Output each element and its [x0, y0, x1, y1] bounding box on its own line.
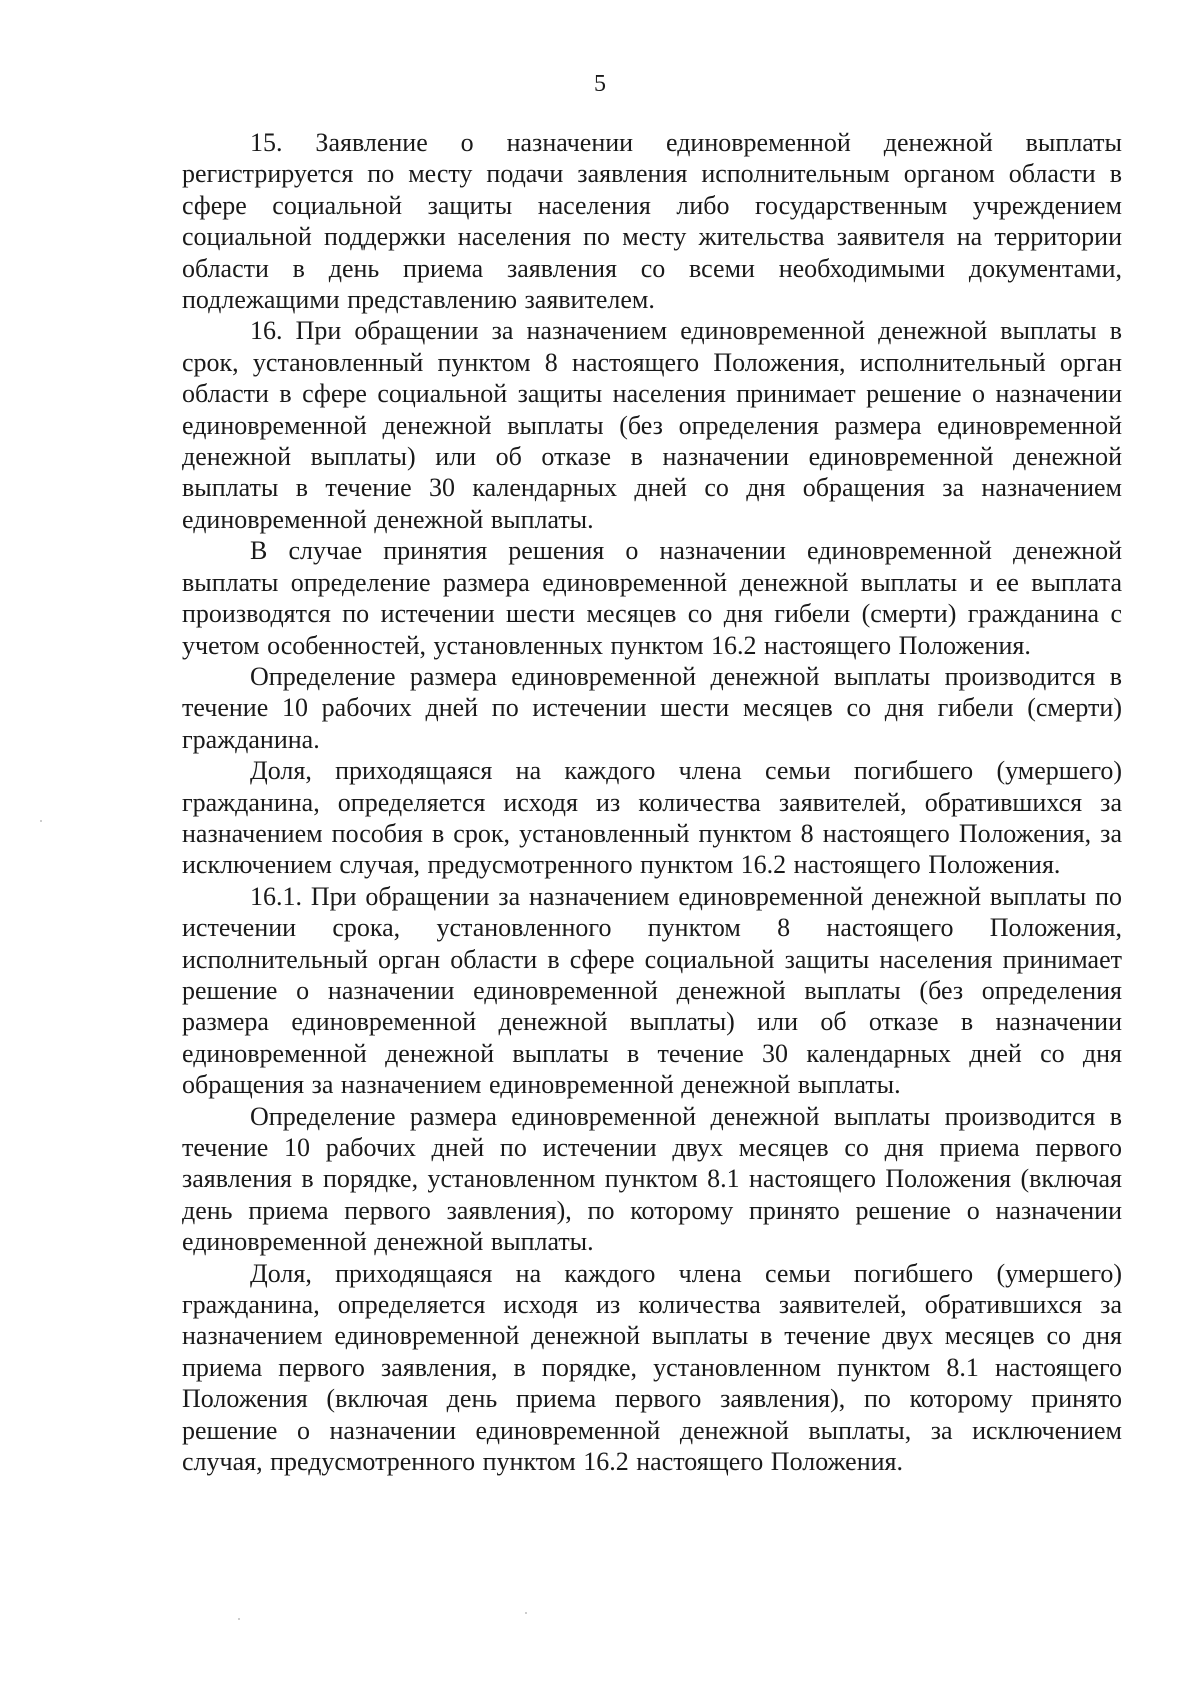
paragraph-16-1-share: Доля, приходящаяся на каждого члена семьи погибшего (умершего) гражданина, определяется исходя из количества заявителей, обратившихся за назначением единовременной денежной выплаты в течение двух месяцев со дня приема первого заявления, в порядке, установленном пунктом 8.1 настоящего Положения (включая день приема первого заявления), по которому принято решение о назначении единовременной денежной выплаты, за исключением случая, предусмотренного пунктом 16.2 настоящего Положения.: [182, 1258, 1122, 1477]
paragraph-16-decision: В случае принятия решения о назначении единовременной денежной выплаты определение размера единовременной денежной выплаты и ее выплата производятся по истечении шести месяцев со дня гибели (смерти) гражданина с учетом особенностей, установленных пунктом 16.2 настоящего Положения.: [182, 536, 1122, 660]
paragraph-16-amount: Определение размера единовременной денежной выплаты производится в течение 10 рабочих дней по истечении шести месяцев со дня гибели (смерти) гражданина.: [182, 661, 1122, 754]
scan-speck: [238, 1618, 240, 1620]
scan-speck: [40, 820, 42, 822]
paragraph-16: 16. При обращении за назначением единовременной денежной выплаты в срок, установленный пунктом 8 настоящего Положения, исполнительный орган области в сфере социальной защиты населения принимает решение о назначении единовременной денежной выплаты (без определения размера единовременной денежной выплаты) или об отказе в назначении единовременной денежной выплаты в течение 30 календарных дней со дня обращения за назначением единовременной денежной выплаты.: [182, 316, 1122, 534]
page-number: 5: [594, 71, 606, 97]
paragraph-16-share: Доля, приходящаяся на каждого члена семьи погибшего (умершего) гражданина, определяется исходя из количества заявителей, обратившихся за назначением пособия в срок, установленный пунктом 8 настоящего Положения, за исключением случая, предусмотренного пунктом 16.2 настоящего Положения.: [182, 756, 1122, 880]
paragraph-16-1: 16.1. При обращении за назначением единовременной денежной выплаты по истечении срока, установленного пунктом 8 настоящего Положения, исполнительный орган области в сфере социальной защиты населения принимает решение о назначении единовременной денежной выплаты (без определения размера единовременной денежной выплаты) или об отказе в назначении единовременной денежной выплаты в течение 30 календарных дней со дня обращения за назначением единовременной денежной выплаты.: [182, 881, 1122, 1100]
paragraph-16-1-amount: Определение размера единовременной денежной выплаты производится в течение 10 рабочих дней по истечении двух месяцев со дня приема первого заявления в порядке, установленном пунктом 8.1 настоящего Положения (включая день приема первого заявления), по которому принято решение о назначении единовременной денежной выплаты.: [182, 1101, 1122, 1257]
scan-speck: [525, 1612, 527, 1614]
paragraph-15: 15. Заявление о назначении единовременной денежной выплаты регистрируется по месту подачи заявления исполнительным органом области в сфере социальной защиты населения либо государственным учреждением социальной поддержки населения по месту жительства заявителя на территории области в день приема заявления со всеми необходимыми документами, подлежащими представлению заявителем.: [182, 128, 1122, 315]
document-body: [182, 127, 1122, 1477]
